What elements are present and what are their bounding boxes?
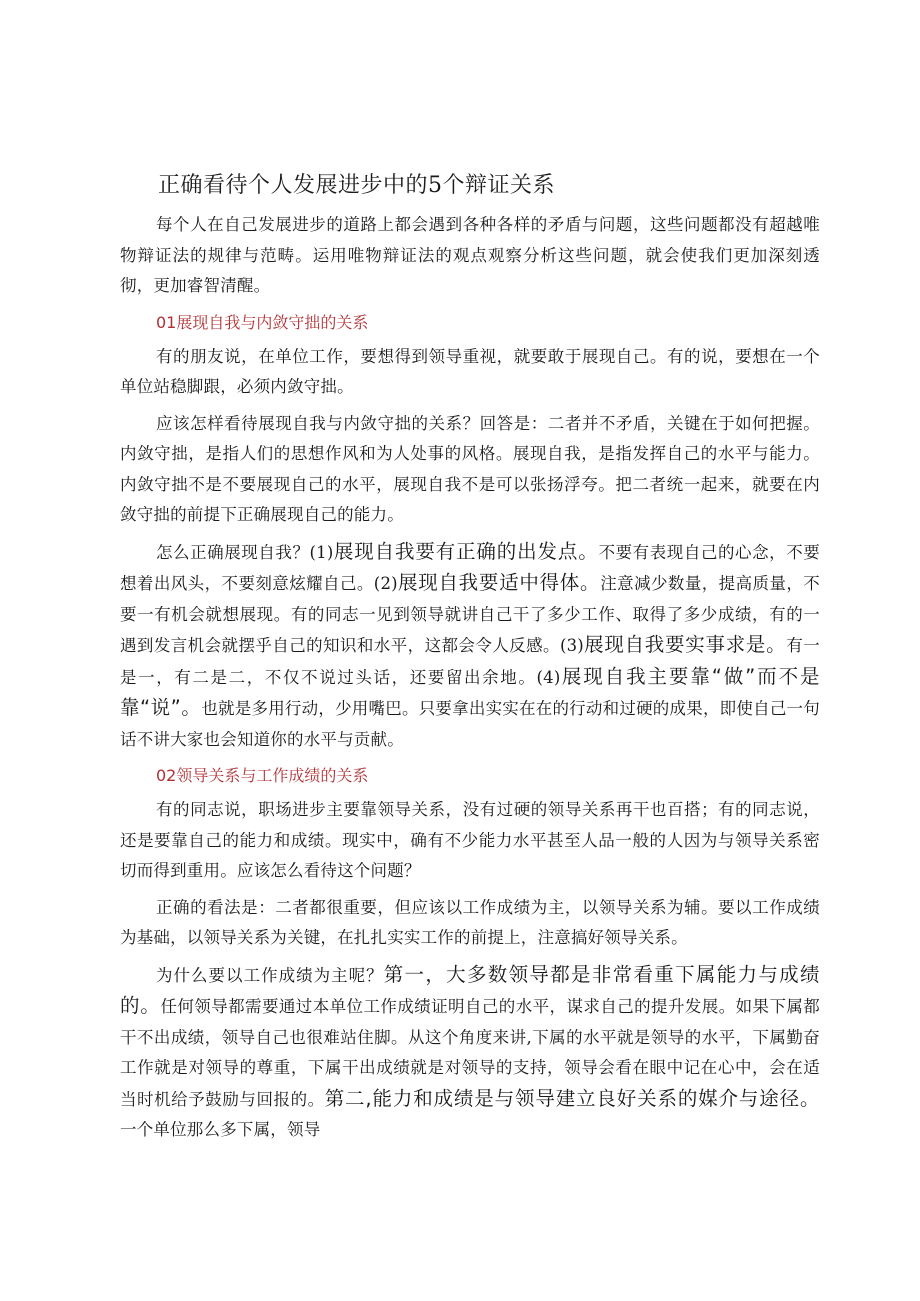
- section-2-paragraph-3: [120, 960, 820, 1146]
- text-run: 注意减少数量，提高质量，不要一有机会就想展现。有的同志一见到领导就讲自己干了多少工作、取得了多少成绩，有的一遇到发言机会就摆乎自己的知识和水平，这都会令人反感。(3): [120, 574, 820, 655]
- emphasis-point-1: 展现自我要有正确的出发点。: [333, 539, 599, 563]
- document-title: 正确看待个人发展进步中的5个辩证关系: [158, 173, 555, 198]
- section-1-heading: 01展现自我与内敛守拙的关系: [156, 312, 369, 332]
- section-1-paragraph-3: [120, 537, 820, 756]
- emphasis-reason-1: 第一，大多数领导都是非常看重下属能力与成绩的。: [120, 962, 820, 1017]
- text-run: 为什么要以工作成绩为主呢？: [156, 965, 384, 985]
- emphasis-point-4: 展现自我主要靠“做”而不是靠“说”。: [120, 664, 820, 719]
- emphasis-point-3: 展现自我要实事求是。: [583, 633, 787, 656]
- emphasis-point-2: 展现自我要适中得体。: [397, 571, 601, 594]
- section-2-heading: 02领导关系与工作成绩的关系: [156, 766, 369, 785]
- text-run: 怎么正确展现自我？(1): [156, 542, 334, 562]
- emphasis-reason-2: 第二,能力和成绩是与领导建立良好关系的媒介与途径。: [324, 1086, 820, 1110]
- text-run: 任何领导都需要通过本单位工作成绩证明自己的水平，谋求自己的提升发展。如果下属都干不出成绩，领导自己也很难站住脚。从这个角度来讲,下属的水平就是领导的水平，下属勤奋工作就是对领导的尊重，下属干出成绩就是对领导的支持，领导会看在眼中记在心中，会在适当时机给予鼓励与回报的。: [120, 997, 820, 1109]
- text-run: 有一是一，有二是二，不仅不说过头话，还要留出余地。(4): [120, 636, 820, 687]
- text-run: 不要有表现自己的心念，不要想着出风头，不要刻意炫耀自己。(2): [120, 542, 820, 593]
- intro-paragraph: 每个人在自己发展进步的道路上都会遇到各种各样的矛盾与问题，这些问题都没有超越唯物辩证法的规律与范畴。运用唯物辩证法的观点观察分析这些问题，就会使我们更加深刻透彻，更加睿智清醒。: [120, 215, 820, 295]
- section-2-paragraph-2: 正确的看法是：二者都很重要，但应该以工作成绩为主，以领导关系为辅。要以工作成绩为基础，以领导关系为关键，在扎扎实实工作的前提上，注意搞好领导关系。: [120, 897, 820, 947]
- text-run: 也就是多用行动，少用嘴巴。只要拿出实实在在的行动和过硬的成果，即使自己一句话不讲大家也会知道你的水平与贡献。: [120, 699, 820, 749]
- section-1-paragraph-1: 有的朋友说，在单位工作，要想得到领导重视，就要敢于展现自己。有的说，要想在一个单位站稳脚跟，必须内敛守拙。: [120, 346, 820, 396]
- document-page: [120, 168, 820, 1152]
- section-1-paragraph-2: 应该怎样看待展现自我与内敛守拙的关系？回答是：二者并不矛盾，关键在于如何把握。内敛守拙，是指人们的思想作风和为人处事的风格。展现自我，是指发挥自己的水平与能力。内敛守拙不是不要展现自己的水平，展现自我不是可以张扬浮夸。把二者统一起来，就要在内敛守拙的前提下正确展现自己的能力。: [120, 413, 820, 524]
- section-2-paragraph-1: 有的同志说，职场进步主要靠领导关系，没有过硬的领导关系再干也百搭；有的同志说，还是要靠自己的能力和成绩。现实中，确有不少能力水平甚至人品一般的人因为与领导关系密切而得到重用。应该怎么看待这个问题？: [120, 800, 820, 880]
- text-run: 一个单位那么多下属，领导: [120, 1120, 321, 1139]
